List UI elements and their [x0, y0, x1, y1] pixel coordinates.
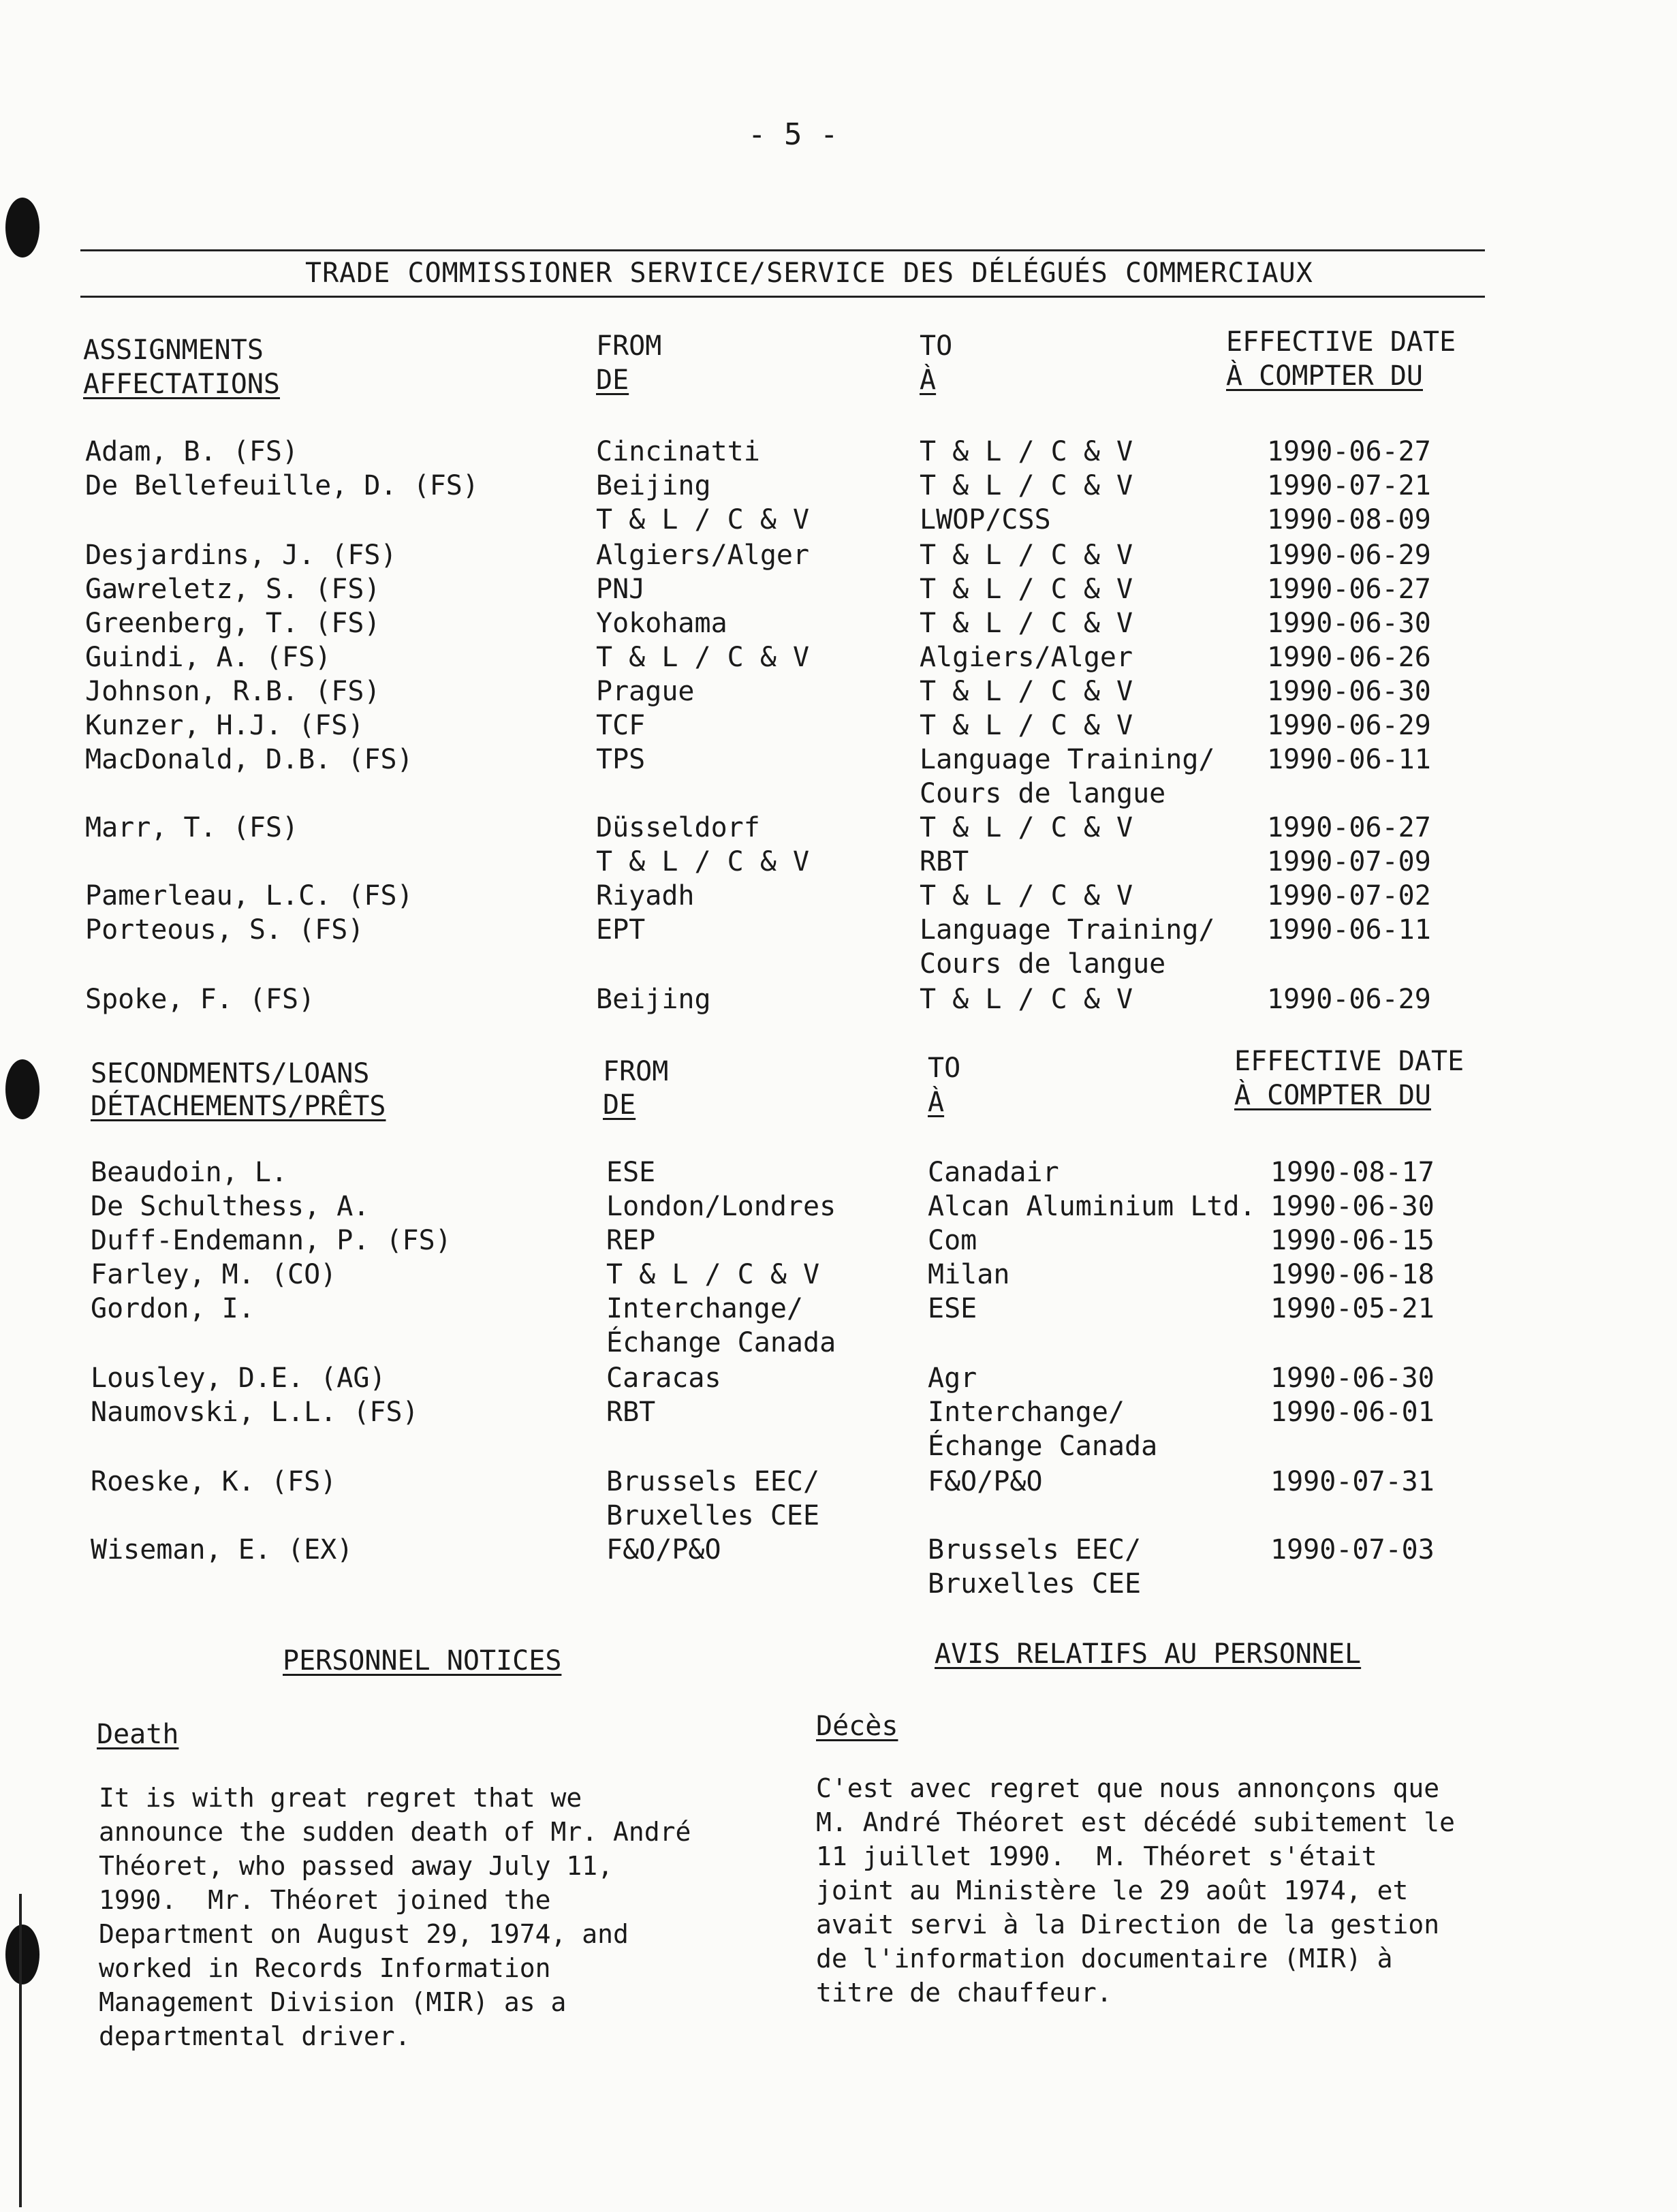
header-affectations: AFFECTATIONS	[83, 369, 280, 400]
date-cell: 1990-07-03	[1270, 1534, 1435, 1565]
name-cell: De Schulthess, A.	[91, 1191, 370, 1222]
to-cell: T & L / C & V	[920, 710, 1133, 741]
table-row	[0, 1191, 1677, 1226]
date-cell: 1990-06-29	[1267, 984, 1431, 1015]
to-cell: Échange Canada	[928, 1431, 1158, 1462]
date-cell: 1990-06-11	[1267, 744, 1431, 775]
table-row	[0, 778, 1677, 813]
name-cell: Pamerleau, L.C. (FS)	[85, 880, 413, 912]
date-cell: 1990-06-30	[1267, 608, 1431, 639]
from-cell: REP	[606, 1225, 656, 1256]
from-cell: Interchange/	[606, 1293, 803, 1324]
from-cell: PNJ	[596, 574, 646, 605]
punch-hole	[5, 1925, 40, 1984]
table-row	[0, 1362, 1677, 1398]
date-cell: 1990-06-18	[1270, 1259, 1435, 1290]
date-cell: 1990-06-30	[1270, 1362, 1435, 1394]
name-cell: Farley, M. (CO)	[91, 1259, 337, 1290]
name-cell: Duff-Endemann, P. (FS)	[91, 1225, 452, 1256]
date-cell: 1990-07-21	[1267, 470, 1431, 501]
name-cell: Johnson, R.B. (FS)	[85, 676, 381, 707]
to-cell: Interchange/	[928, 1397, 1125, 1428]
date-cell: 1990-06-27	[1267, 574, 1431, 605]
table-row	[0, 1225, 1677, 1260]
date-cell: 1990-06-15	[1270, 1225, 1435, 1256]
to-cell: Cours de langue	[920, 948, 1166, 980]
from-cell: ESE	[606, 1157, 656, 1188]
name-cell: Wiseman, E. (EX)	[91, 1534, 354, 1565]
table-row	[0, 1327, 1677, 1362]
name-cell: Beaudoin, L.	[91, 1157, 287, 1188]
header-to: TO	[928, 1053, 961, 1084]
table-row	[0, 1431, 1677, 1466]
header-from: FROM	[603, 1056, 669, 1087]
date-cell: 1990-06-01	[1270, 1397, 1435, 1428]
header-assignments: ASSIGNMENTS	[83, 334, 264, 366]
table-row	[0, 470, 1677, 505]
header-secondments: SECONDMENTS/LOANS	[91, 1058, 370, 1089]
header-a-compter-du: À COMPTER DU	[1226, 360, 1423, 392]
from-cell: TPS	[596, 744, 646, 775]
name-cell: Kunzer, H.J. (FS)	[85, 710, 364, 741]
from-cell: T & L / C & V	[606, 1259, 820, 1290]
header-detachements: DÉTACHEMENTS/PRÊTS	[91, 1091, 386, 1122]
name-cell: Guindi, A. (FS)	[85, 642, 332, 673]
to-cell: RBT	[920, 846, 969, 877]
name-cell: Lousley, D.E. (AG)	[91, 1362, 386, 1394]
table-row	[0, 1157, 1677, 1192]
to-cell: T & L / C & V	[920, 676, 1133, 707]
personnel-notices-heading: PERSONNEL NOTICES	[283, 1645, 562, 1677]
name-cell: Marr, T. (FS)	[85, 812, 299, 843]
name-cell: MacDonald, D.B. (FS)	[85, 744, 413, 775]
table-row	[0, 984, 1677, 1019]
to-cell: Language Training/	[920, 914, 1215, 946]
from-cell: Échange Canada	[606, 1327, 836, 1358]
from-cell: Beijing	[596, 470, 711, 501]
name-cell: Adam, B. (FS)	[85, 436, 299, 467]
to-cell: T & L / C & V	[920, 812, 1133, 843]
name-cell: Gawreletz, S. (FS)	[85, 574, 381, 605]
name-cell: Desjardins, J. (FS)	[85, 540, 397, 571]
header-a: À	[920, 364, 937, 396]
date-cell: 1990-08-09	[1267, 504, 1431, 535]
table-row	[0, 540, 1677, 575]
date-cell: 1990-06-30	[1267, 676, 1431, 707]
death-subheading: Death	[97, 1719, 179, 1750]
from-cell: Bruxelles CEE	[606, 1500, 820, 1531]
table-row	[0, 642, 1677, 677]
table-row	[0, 812, 1677, 847]
to-cell: T & L / C & V	[920, 608, 1133, 639]
date-cell: 1990-08-17	[1270, 1157, 1435, 1188]
table-row	[0, 880, 1677, 916]
to-cell: Brussels EEC/	[928, 1534, 1142, 1565]
from-cell: Cincinatti	[596, 436, 760, 467]
to-cell: T & L / C & V	[920, 984, 1133, 1015]
section-title: TRADE COMMISSIONER SERVICE/SERVICE DES DÉLÉGUÉS COMMERCIAUX	[305, 258, 1313, 289]
from-cell: Beijing	[596, 984, 711, 1015]
name-cell: Gordon, I.	[91, 1293, 255, 1324]
name-cell: Roeske, K. (FS)	[91, 1466, 337, 1497]
name-cell: De Bellefeuille, D. (FS)	[85, 470, 479, 501]
from-cell: EPT	[596, 914, 646, 946]
from-cell: Yokohama	[596, 608, 727, 639]
page-number: - 5 -	[748, 117, 838, 152]
from-cell: RBT	[606, 1397, 656, 1428]
to-cell: Language Training/	[920, 744, 1215, 775]
name-cell: Porteous, S. (FS)	[85, 914, 364, 946]
to-cell: Com	[928, 1225, 977, 1256]
from-cell: T & L / C & V	[596, 642, 810, 673]
date-cell: 1990-06-30	[1270, 1191, 1435, 1222]
from-cell: F&O/P&O	[606, 1534, 721, 1565]
table-row	[0, 948, 1677, 984]
to-cell: LWOP/CSS	[920, 504, 1051, 535]
date-cell: 1990-05-21	[1270, 1293, 1435, 1324]
title-bottom-rule	[80, 296, 1485, 298]
header-effective-date: EFFECTIVE DATE	[1226, 326, 1456, 358]
name-cell: Spoke, F. (FS)	[85, 984, 315, 1015]
punch-hole	[5, 1059, 40, 1119]
table-row	[0, 1259, 1677, 1294]
deces-subheading: Décès	[816, 1711, 898, 1742]
title-top-rule	[80, 249, 1485, 251]
from-cell: Düsseldorf	[596, 812, 760, 843]
from-cell: London/Londres	[606, 1191, 836, 1222]
header-from: FROM	[596, 330, 662, 362]
header-to: TO	[920, 330, 953, 362]
header-de: DE	[596, 364, 629, 396]
date-cell: 1990-06-29	[1267, 540, 1431, 571]
from-cell: Algiers/Alger	[596, 540, 810, 571]
to-cell: Canadair	[928, 1157, 1059, 1188]
to-cell: T & L / C & V	[920, 880, 1133, 912]
from-cell: Brussels EEC/	[606, 1466, 820, 1497]
date-cell: 1990-07-02	[1267, 880, 1431, 912]
table-row	[0, 1568, 1677, 1604]
table-row	[0, 504, 1677, 540]
margin-line	[19, 1894, 22, 2207]
table-row	[0, 676, 1677, 711]
from-cell: Prague	[596, 676, 695, 707]
from-cell: Caracas	[606, 1362, 721, 1394]
death-notice-french: C'est avec regret que nous annonçons que M. André Théoret est décédé subitement le 11 juillet 1990. M. Théoret s'était joint au Ministère le 29 août 1974, et avait servi à la Direction de la gestion de l'information documentaire (MIR) à titre de chauffeur.	[816, 1773, 1455, 2008]
table-row	[0, 1293, 1677, 1328]
date-cell: 1990-07-09	[1267, 846, 1431, 877]
to-cell: F&O/P&O	[928, 1466, 1043, 1497]
to-cell: Alcan Aluminium Ltd.	[928, 1191, 1256, 1222]
table-row	[0, 710, 1677, 745]
avis-personnel-heading: AVIS RELATIFS AU PERSONNEL	[935, 1638, 1362, 1670]
to-cell: ESE	[928, 1293, 977, 1324]
to-cell: T & L / C & V	[920, 436, 1133, 467]
table-row	[0, 574, 1677, 609]
to-cell: Agr	[928, 1362, 977, 1394]
to-cell: Algiers/Alger	[920, 642, 1133, 673]
table-row	[0, 608, 1677, 643]
from-cell: TCF	[596, 710, 646, 741]
to-cell: T & L / C & V	[920, 470, 1133, 501]
header-de: DE	[603, 1089, 636, 1121]
header-a: À	[928, 1087, 945, 1118]
date-cell: 1990-06-26	[1267, 642, 1431, 673]
from-cell: T & L / C & V	[596, 504, 810, 535]
name-cell: Naumovski, L.L. (FS)	[91, 1397, 419, 1428]
table-row	[0, 846, 1677, 882]
punch-hole	[5, 198, 40, 258]
table-row	[0, 1466, 1677, 1501]
table-row	[0, 1397, 1677, 1432]
table-row	[0, 1500, 1677, 1536]
date-cell: 1990-06-11	[1267, 914, 1431, 946]
to-cell: Milan	[928, 1259, 1010, 1290]
to-cell: T & L / C & V	[920, 540, 1133, 571]
to-cell: Cours de langue	[920, 778, 1166, 809]
table-row	[0, 1534, 1677, 1570]
date-cell: 1990-07-31	[1270, 1466, 1435, 1497]
date-cell: 1990-06-27	[1267, 812, 1431, 843]
table-row	[0, 914, 1677, 950]
date-cell: 1990-06-29	[1267, 710, 1431, 741]
date-cell: 1990-06-27	[1267, 436, 1431, 467]
to-cell: T & L / C & V	[920, 574, 1133, 605]
from-cell: Riyadh	[596, 880, 695, 912]
header-a-compter-du: À COMPTER DU	[1234, 1080, 1431, 1111]
from-cell: T & L / C & V	[596, 846, 810, 877]
header-effective-date: EFFECTIVE DATE	[1234, 1046, 1464, 1077]
table-row	[0, 744, 1677, 779]
name-cell: Greenberg, T. (FS)	[85, 608, 381, 639]
table-row	[0, 436, 1677, 471]
to-cell: Bruxelles CEE	[928, 1568, 1142, 1600]
death-notice-english: It is with great regret that we announce the sudden death of Mr. André Théoret, who passed away July 11, 1990. Mr. Théoret joined the Department on August 29, 1974, and worked in Records Information Management Division (MIR) as a departmental driver.	[99, 1783, 691, 2051]
